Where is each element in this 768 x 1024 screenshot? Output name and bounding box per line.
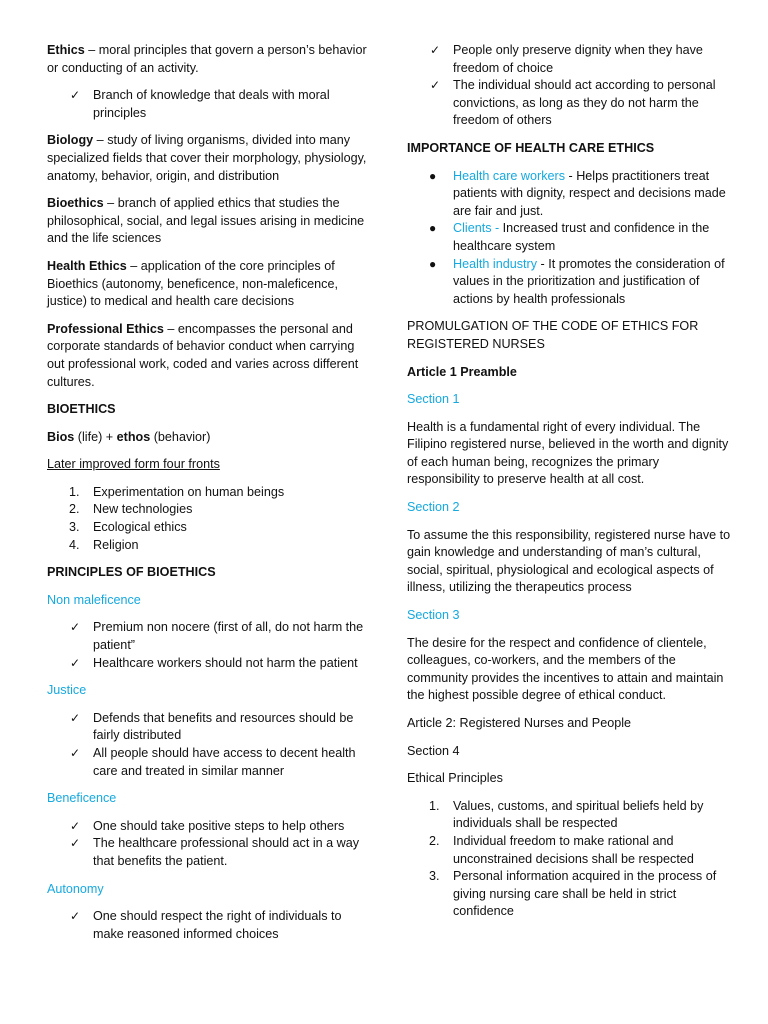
section2-text: To assume the this responsibility, registered nurse have to gain knowledge and understanding of man’s cultural, social, spiritual, physiological and ecological aspects of illness, utilizing the therapeutics process (407, 527, 731, 595)
bioethics-heading: BIOETHICS (47, 402, 116, 417)
checkmark-icon: ✓ (430, 78, 441, 93)
list-item: 3. Ecological ethics (69, 520, 187, 535)
beneficence-title: Beneficence (47, 791, 117, 806)
list-item: ✓ One should take positive steps to help others (47, 818, 367, 836)
justice-title: Justice (47, 683, 87, 698)
bioethics-definition: Bioethics – branch of applied ethics that studies the philosophical, social, and legal issues arising in medicine and the life sciences (47, 196, 365, 246)
list-item: ✓ Premium non nocere (first of all, do not harm the patient” (70, 620, 364, 653)
list-item: ✓ Healthcare workers should not harm the patient (47, 655, 367, 673)
checkmark-icon: ✓ (70, 655, 81, 670)
list-item: ✓ All people should have access to decent health care and treated in similar manner (70, 746, 356, 778)
bullet-icon: ● (429, 168, 437, 183)
list-item: 1. Experimentation on human beings (69, 484, 285, 499)
ethics-bullets (47, 87, 367, 122)
checkmark-icon: ✓ (70, 746, 81, 760)
checkmark-icon: ✓ (70, 710, 81, 725)
biology-definition: Biology – study of living organisms, divided into many specialized fields that cover their morphology, physiology, anatomy, behavior, origin, and distribution (47, 133, 367, 183)
bullet-icon: ● (429, 256, 437, 271)
list-item: ✓ People only preserve dignity when they have freedom of choice (430, 43, 703, 75)
list-item: ✓ One should respect the right of individuals to make reasoned informed choices (70, 909, 342, 941)
nonmaleficence-list (47, 619, 367, 672)
promulgation-heading: PROMULGATION OF THE CODE OF ETHICS FOR REGISTERED NURSES (407, 319, 699, 351)
professional-ethics-definition: Professional Ethics – encompasses the personal and corporate standards of behavior conduct when carrying out professional work, coded and varies across different cultures. (47, 321, 359, 389)
later-improved-text: Later improved form four fronts (47, 457, 220, 472)
principles-heading: PRINCIPLES OF BIOETHICS (47, 565, 216, 580)
health-ethics-definition: Health Ethics – application of the core principles of Bioethics (autonomy, beneficence, non-maleficence, justice) to medical and health care decisions (47, 258, 338, 309)
list-item: 2. New technologies (69, 502, 193, 517)
checkmark-icon: ✓ (70, 909, 81, 924)
list-item: ● Health care workers - Helps practitioners treat patients with dignity, respect and decisions made are fair and just. (429, 168, 726, 218)
ethics-definition: Ethics – moral principles that govern a person’s behavior or conducting of an activity. (47, 43, 367, 75)
list-item: 2. Individual freedom to make rational and unconstrained decisions shall be respected (429, 833, 694, 866)
list-item: ● Clients - Increased trust and confidence in the healthcare system (429, 221, 710, 253)
checkmark-icon: ✓ (70, 620, 81, 635)
fronts-list (47, 484, 367, 554)
ethical-principles-title: Ethical Principles (407, 771, 503, 786)
section2-title: Section 2 (407, 500, 460, 515)
bios-ethos-line: Bios (life) + ethos (behavior) (47, 429, 211, 444)
justice-list (47, 710, 367, 780)
checkmark-icon: ✓ (70, 88, 81, 103)
list-item: ✓ Defends that benefits and resources should be fairly distributed (70, 710, 354, 743)
left-column (47, 42, 367, 953)
article2-heading: Article 2: Registered Nurses and People (407, 716, 632, 730)
beneficence-list (47, 818, 367, 871)
ethical-principles-list (407, 798, 732, 921)
list-item: ● Health industry - It promotes the consideration of values in the prioritization and justification of actions by health professionals (429, 256, 725, 306)
bullet-icon: ● (429, 221, 437, 236)
section1-title: Section 1 (407, 392, 460, 407)
importance-list (407, 168, 732, 309)
list-item: ✓ The healthcare professional should act in a way that benefits the patient. (70, 836, 360, 868)
article1-heading: Article 1 Preamble (407, 364, 517, 379)
autonomy-list (47, 908, 367, 943)
section4-title: Section 4 (407, 743, 460, 758)
list-item: ✓ Branch of knowledge that deals with moral principles (70, 88, 330, 120)
checkmark-icon: ✓ (430, 43, 441, 57)
section3-text: The desire for the respect and confidence of clientele, colleagues, co-workers, and the members of the community provides the incentives to attain and maintain the highest possible degree of ethical conduct. (407, 635, 724, 703)
autonomy-list-continued (407, 42, 732, 130)
right-column (407, 42, 732, 931)
list-item: ✓ The individual should act according to personal convictions, as long as they do not harm the freedom of others (430, 78, 716, 128)
list-item: 4. Religion (69, 537, 139, 552)
section1-text: Health is a fundamental right of every individual. The Filipino registered nurse, believed in the worth and dignity of each human being, recognizes the primary responsibility to preserve health at all cost. (407, 419, 729, 487)
autonomy-title: Autonomy (47, 881, 104, 896)
importance-heading: IMPORTANCE OF HEALTH CARE ETHICS (407, 140, 655, 155)
checkmark-icon: ✓ (70, 818, 81, 833)
list-item: 1. Values, customs, and spiritual beliefs held by individuals shall be respected (429, 798, 704, 831)
checkmark-icon: ✓ (70, 836, 81, 851)
section3-title: Section 3 (407, 608, 460, 623)
nonmaleficence-title: Non maleficence (47, 592, 141, 607)
list-item: 3. Personal information acquired in the process of giving nursing care shall be held in strict confidence (429, 869, 717, 919)
